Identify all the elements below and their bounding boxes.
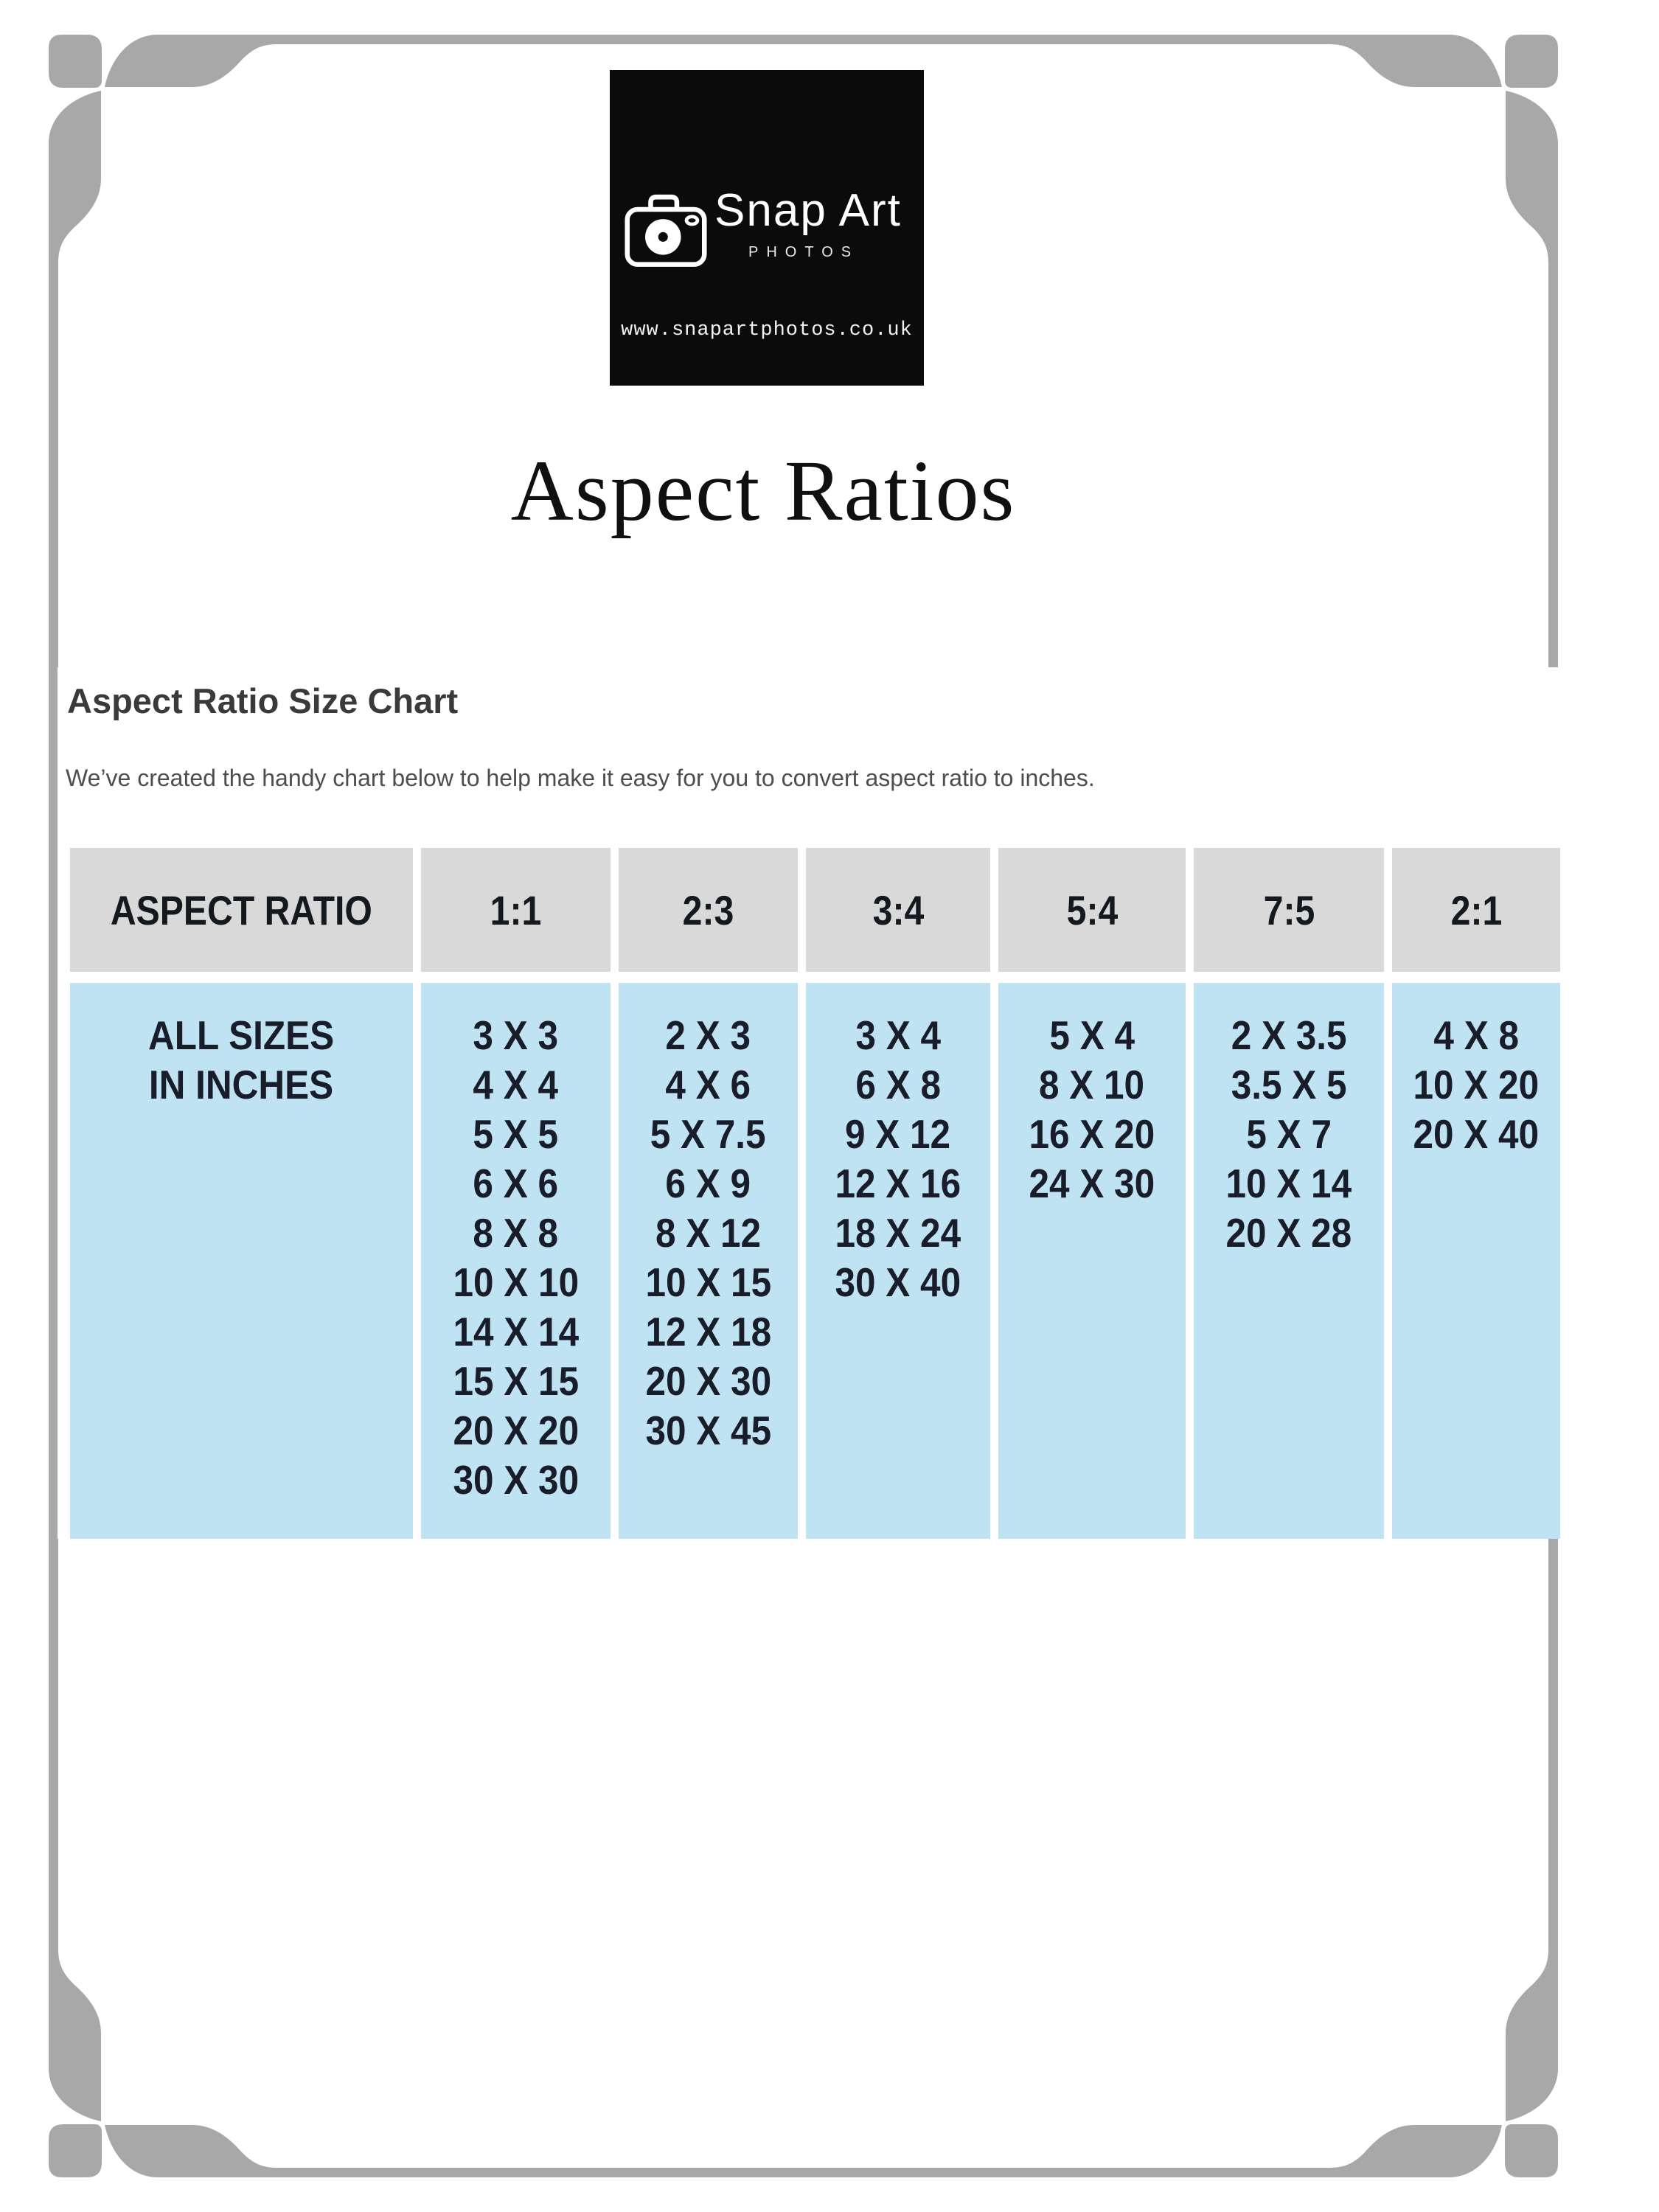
page-title: Aspect Ratios xyxy=(510,442,1016,539)
size-line: 10 X 15 xyxy=(645,1259,771,1305)
size-line: 8 X 8 xyxy=(473,1210,559,1256)
size-line: 6 X 8 xyxy=(855,1062,941,1107)
size-line: ALL SIZES xyxy=(148,1012,335,1058)
size-line: 24 X 30 xyxy=(1029,1161,1155,1206)
size-line: 30 X 45 xyxy=(645,1408,771,1453)
size-line: 2 X 3.5 xyxy=(1231,1012,1347,1058)
column-header: ASPECT RATIO xyxy=(70,848,413,972)
camera-icon xyxy=(625,192,707,268)
size-line: 8 X 10 xyxy=(1039,1062,1145,1107)
sizes-cell xyxy=(998,983,1186,1539)
size-line: 2 X 3 xyxy=(665,1012,751,1058)
sizes-cell xyxy=(421,983,611,1539)
section-heading: Aspect Ratio Size Chart xyxy=(67,681,459,720)
sizes-cell xyxy=(806,983,990,1539)
logo-brand: Snap Art xyxy=(714,185,902,236)
sizes-cell xyxy=(1392,983,1560,1539)
column-header: 1:1 xyxy=(421,848,611,972)
size-line: 3 X 3 xyxy=(473,1012,559,1058)
row-label-cell xyxy=(70,983,413,1539)
column-header: 7:5 xyxy=(1194,848,1384,972)
size-line: 8 X 12 xyxy=(655,1210,762,1256)
size-line: 4 X 8 xyxy=(1433,1012,1519,1058)
table-column xyxy=(421,848,611,1539)
size-line: 5 X 4 xyxy=(1049,1012,1135,1058)
size-line: 9 X 12 xyxy=(845,1111,951,1157)
size-line: 15 X 15 xyxy=(453,1358,579,1404)
size-line: 3.5 X 5 xyxy=(1231,1062,1347,1107)
size-line: 18 X 24 xyxy=(835,1210,961,1256)
column-header: 2:3 xyxy=(619,848,798,972)
table-column xyxy=(1194,848,1384,1539)
size-line: 20 X 40 xyxy=(1413,1111,1540,1157)
size-line: 4 X 4 xyxy=(473,1062,559,1107)
size-line: 10 X 10 xyxy=(453,1259,579,1305)
aspect-ratio-table xyxy=(70,848,1560,1539)
size-chart-section xyxy=(58,667,1659,1539)
size-line: 30 X 30 xyxy=(453,1457,579,1503)
size-line: 12 X 16 xyxy=(835,1161,961,1206)
table-column xyxy=(998,848,1186,1539)
frame-bottom-line xyxy=(258,2168,1342,2177)
sizes-cell xyxy=(619,983,798,1539)
table-column xyxy=(70,848,413,1539)
size-line: 12 X 18 xyxy=(645,1309,771,1354)
table-column xyxy=(1392,848,1560,1539)
table-column xyxy=(806,848,990,1539)
column-header: 5:4 xyxy=(998,848,1186,972)
logo-box xyxy=(610,70,924,386)
size-line: 3 X 4 xyxy=(855,1012,941,1058)
logo-url: www.snapartphotos.co.uk xyxy=(621,319,913,341)
size-line: 16 X 20 xyxy=(1029,1111,1155,1157)
size-line: 20 X 30 xyxy=(645,1358,771,1404)
frame-top-line xyxy=(258,35,1342,44)
size-line: 4 X 6 xyxy=(665,1062,751,1107)
size-line: 5 X 7 xyxy=(1246,1111,1332,1157)
column-header: 2:1 xyxy=(1392,848,1560,972)
size-line: 20 X 20 xyxy=(453,1408,579,1453)
size-line: 5 X 7.5 xyxy=(650,1111,766,1157)
size-line: 10 X 20 xyxy=(1413,1062,1540,1107)
section-description: We’ve created the handy chart below to help make it easy for you to convert aspect ratio to inches. xyxy=(66,765,1095,791)
column-header: 3:4 xyxy=(806,848,990,972)
size-line: 5 X 5 xyxy=(473,1111,559,1157)
size-line: 30 X 40 xyxy=(835,1259,961,1305)
sizes-cell xyxy=(1194,983,1384,1539)
logo-subtitle: PHOTOS xyxy=(748,244,860,260)
size-line: 10 X 14 xyxy=(1225,1161,1352,1206)
table-column xyxy=(619,848,798,1539)
size-line: 14 X 14 xyxy=(453,1309,579,1354)
size-line: 6 X 9 xyxy=(665,1161,751,1206)
size-line: IN INCHES xyxy=(149,1062,334,1107)
size-line: 6 X 6 xyxy=(473,1161,559,1206)
size-line: 20 X 28 xyxy=(1225,1210,1352,1256)
